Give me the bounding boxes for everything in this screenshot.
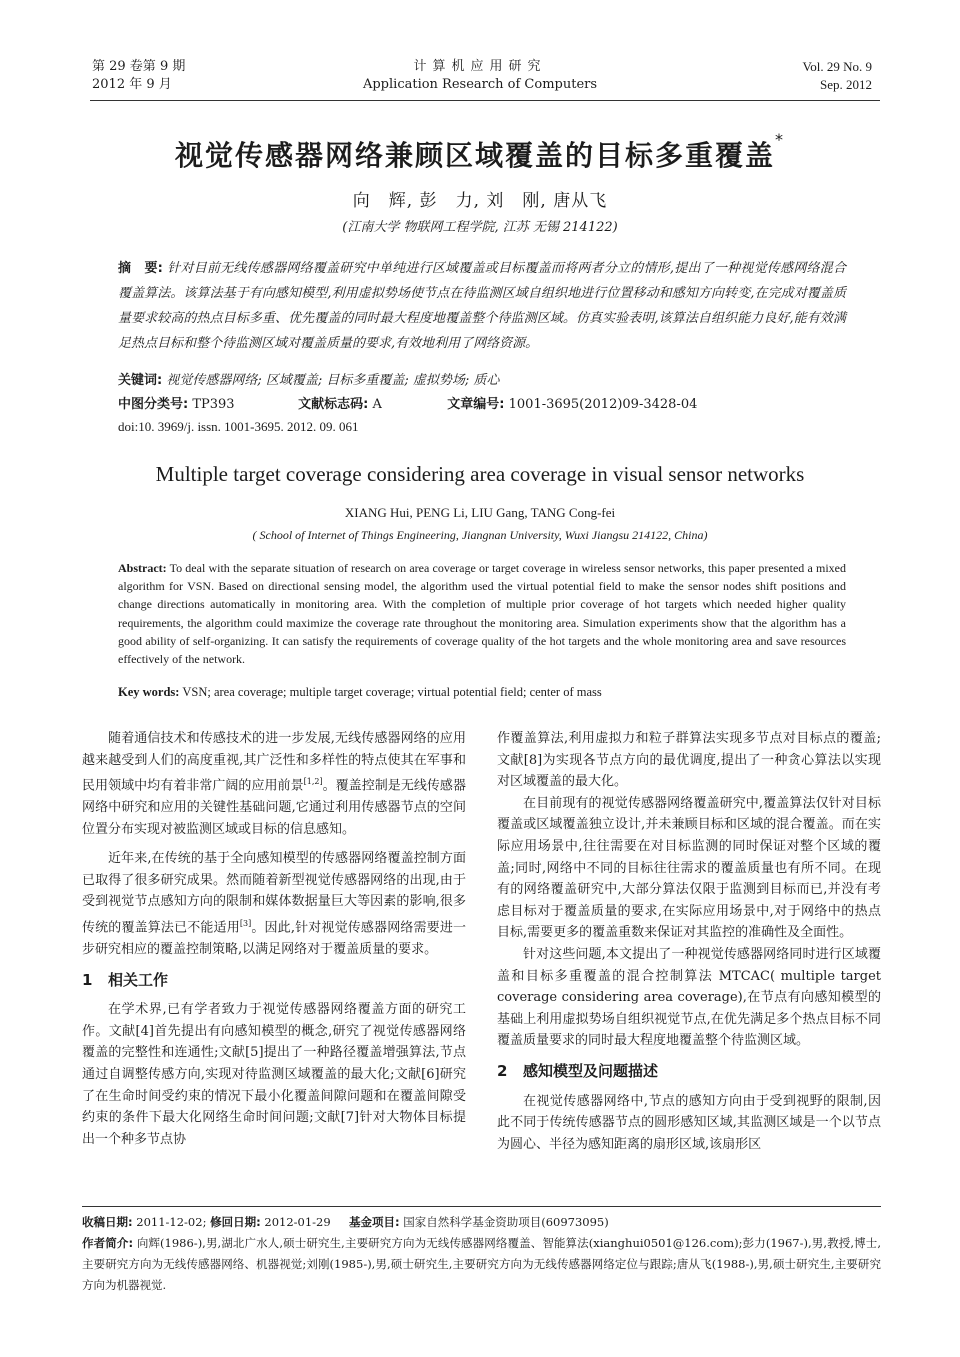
affiliation: (江南大学 物联网工程学院, 江苏 无锡 214122) bbox=[342, 220, 618, 235]
clc-number bbox=[118, 394, 294, 416]
paragraph-text: 。因此,针对视觉传感器网络需要进一步研究相应的覆盖控制策略,以满足网络对于覆盖质量的要求。 bbox=[82, 920, 466, 957]
keywords-cn bbox=[118, 370, 846, 392]
keywords-en-text: VSN; area coverage; multiple target coverage; virtual potential field; center of mass bbox=[182, 685, 602, 699]
paragraph-text: 随着通信技术和传感技术的进一步发展,无线传感器网络的应用越来越受到人们的高度重视,其广泛性和多样性的特点使其在军事和民用领域中均有着非常广阔的应用前景 bbox=[82, 731, 466, 794]
section-title: 相关工作 bbox=[108, 970, 169, 989]
paper-title bbox=[60, 130, 900, 174]
footnote-dates: 收稿日期: 2011-12-02; 修回日期: 2012-01-29 基金项目: 国家自然科学基金资助项目(60973095) bbox=[82, 1215, 609, 1229]
title-footnote-mark: * bbox=[775, 130, 785, 149]
body-paragraph: 在视觉传感器网络中,节点的感知方向由于受到视野的限制,因此不同于传统传感器节点的圆形感知区域,其监测区域是一个以节点为圆心、半径为感知距离的扇形区域,该扇形区 bbox=[497, 1093, 881, 1152]
paper-title-text: 视觉传感器网络兼顾区域覆盖的目标多重覆盖 bbox=[174, 139, 775, 172]
body-paragraph: 作覆盖算法,利用虚拟力和粒子群算法实现多节点对目标点的覆盖;文献[8]为实现各节点方向的最优调度,提出了一种贪心算法以实现对区域覆盖的最大化。 bbox=[497, 731, 881, 790]
section-number: 1 bbox=[82, 970, 93, 989]
abstract-cn-label: 摘 要: bbox=[118, 261, 163, 276]
affiliation-en: ( School of Internet of Things Engineering, Jiangnan University, Wuxi Jiangsu 214122, China) bbox=[252, 528, 708, 542]
author-bio-text: 向辉(1986-),男,湖北广水人,硕士研究生,主要研究方向为无线传感器网络覆盖、智能算法(xianghui0501@126.com);彭力(1967-),男,教授,博士,主要研究方向为无线传感器网络、机器视觉;刘刚(1985-),男,硕士研究生,主要研究方向为无线传感器网络定位与跟踪;唐从飞(1988-),男,硕士研究生,主要研究方向为机器视觉. bbox=[82, 1236, 882, 1292]
abstract-en bbox=[118, 559, 846, 668]
paper-title-en: Multiple target coverage considering area coverage in visual sensor networks bbox=[155, 462, 805, 486]
header-divider bbox=[90, 100, 880, 101]
author-bio bbox=[82, 1233, 881, 1296]
paragraph-text: 。覆盖控制是无线传感器网络中研究和应用的关键性基础问题,它通过利用传感器节点的空间位置分布实现对被监测区域或目标的信息感知。 bbox=[82, 778, 466, 837]
document-code-value: A bbox=[372, 397, 382, 412]
volume-issue-en: Vol. 29 No. 9 bbox=[802, 59, 872, 74]
abstract-cn-text: 针对目前无线传感器网络覆盖研究中单纯进行区域覆盖或目标覆盖而将两者分立的情形,提出了一种视觉传感网络混合覆盖算法。该算法基于有向感知模型,利用虚拟势场使节点在待监测区域自组织地进行位置移动和感知方向转变,在完成对覆盖质量要求较高的热点目标多重、优先覆盖的同时最大程度地覆盖整个待监测区域。仿真实验表明,该算法自组织能力良好,能有效满足热点目标和整个待监测区域对覆盖质量的要求,有效地利用了网络资源。 bbox=[118, 261, 847, 351]
paragraph-text: 近年来,在传统的基于全向感知模型的传感器网络覆盖控制方面已取得了很多研究成果。然而随着新型视觉传感器网络的出现,由于受到视觉节点感知方向的限制和媒体数据量巨大等因素的影响,很多传统的覆盖算法已不能适用 bbox=[82, 851, 466, 936]
document-code bbox=[298, 394, 443, 416]
keywords-en bbox=[118, 685, 846, 700]
journal-name bbox=[330, 58, 630, 94]
article-number-value: 1001-3695(2012)09-3428-04 bbox=[508, 397, 698, 412]
fund-label: 基金项目: bbox=[348, 1215, 400, 1229]
body-paragraph: 在学术界,已有学者致力于视觉传感器网络覆盖方面的研究工作。文献[4]首先提出有向感知模型的概念,研究了视觉传感器网络覆盖的完整性和连通性;文献[5]提出了一种路径覆盖增强算法,节点通过自调整传感方向,实现对待监测区域覆盖的最大化;文献[6]研究了在生命时间受约束的情况下最小化覆盖间隙问题和在覆盖间隙受约束的条件下最大化网络生命时间问题;文献[7]针对大物体目标提出一个种多节点协 bbox=[82, 1002, 466, 1147]
volume-issue-cn: 第 29 卷第 9 期 bbox=[92, 59, 186, 74]
abstract-en-text: To deal with the separate situation of research on area coverage or target coverage in wireless sensor networks, this paper presented a mixed algorithm for VSN. Based on directional sensing model, the algorithm used the virtual potential field to make the sensor nodes shift positions and change directions automatically in monitoring area. With the completion of multiple prior coverage of hot targets which needed higher quality requirements, the algorithm could maximize the coverage rate throughout the monitoring area. Simulation experiments show that the algorithm has a good ability of self-organizing. It can satisfy the requirements of coverage quality of the hot targets and the whole monitoring area and save resources effectively of the network. bbox=[118, 561, 846, 667]
date-cn: 2012 年 9 月 bbox=[92, 77, 172, 92]
document-code-label: 文献标志码: bbox=[298, 397, 369, 412]
revised-label: 修回日期: bbox=[210, 1215, 261, 1229]
body-paragraph bbox=[82, 728, 466, 840]
body-paragraph bbox=[82, 848, 466, 960]
body-column-right bbox=[497, 728, 881, 1155]
body-column-left bbox=[82, 728, 466, 1150]
abstract-en-label: Abstract: bbox=[118, 561, 167, 575]
author-list: 向 辉, 彭 力, 刘 刚, 唐从飞 bbox=[352, 191, 608, 211]
doi: doi:10. 3969/j. issn. 1001-3695. 2012. 09. 061 bbox=[118, 419, 359, 434]
journal-name-en: Application Research of Computers bbox=[362, 77, 598, 92]
citation-ref: [1,2] bbox=[303, 777, 323, 787]
keywords-cn-text: 视觉传感器网络; 区域覆盖; 目标多重覆盖; 虚拟势场; 质心 bbox=[166, 373, 500, 388]
fund-value: 国家自然科学基金资助项目(60973095) bbox=[403, 1215, 609, 1229]
footnote bbox=[82, 1212, 881, 1296]
date-en: Sep. 2012 bbox=[820, 77, 872, 92]
clc-label: 中图分类号: bbox=[118, 397, 189, 412]
received-value: 2011-12-02 bbox=[136, 1215, 203, 1229]
body-paragraph: 针对这些问题,本文提出了一种视觉传感器网络同时进行区域覆盖和目标多重覆盖的混合控制算法 MTCAC( multiple target coverage considering area coverage),在节点有向感知模型的基础上利用虚拟势场自组织视觉节点,在优先满足多个热点目标不同覆盖质量要求的同时最大程度地覆盖整个待监测区域。 bbox=[497, 946, 881, 1049]
body-paragraph: 在目前现有的视觉传感器网络覆盖研究中,覆盖算法仅针对目标覆盖或区域覆盖独立设计,并未兼顾目标和区域的混合覆盖。而在实际应用场景中,往往需要在对目标监测的同时保证对整个区域的覆盖;同时,网络中不同的目标往往需求的覆盖质量也有所不同。在现有的网络覆盖研究中,大部分算法仅限于监测到目标而已,并没有考虑目标对于覆盖质量的要求,在实际应用场景中,对于网络中的热点目标,需要更多的覆盖重数来保证对其监控的准确性及全面性。 bbox=[497, 795, 881, 941]
keywords-en-label: Key words: bbox=[118, 685, 180, 699]
clc-value: TP393 bbox=[192, 397, 235, 412]
journal-issue-cn bbox=[92, 58, 185, 94]
section-heading-2 bbox=[497, 1061, 881, 1083]
keywords-cn-label: 关键词: bbox=[118, 373, 163, 388]
article-number-label: 文章编号: bbox=[447, 397, 505, 412]
section-number: 2 bbox=[497, 1061, 508, 1080]
classification-row bbox=[118, 394, 846, 416]
author-bio-label: 作者简介: bbox=[82, 1236, 134, 1250]
article-number bbox=[447, 394, 697, 416]
journal-issue-en bbox=[803, 58, 872, 94]
author-list-en: XIANG Hui, PENG Li, LIU Gang, TANG Cong-fei bbox=[344, 505, 616, 520]
journal-name-cn: 计算机应用研究 bbox=[413, 59, 547, 74]
revised-value: 2012-01-29 bbox=[264, 1215, 331, 1229]
footnote-divider bbox=[82, 1206, 881, 1207]
abstract-cn bbox=[118, 256, 846, 356]
citation-ref: [3] bbox=[239, 919, 252, 929]
section-heading-1 bbox=[82, 970, 466, 992]
received-label: 收稿日期: bbox=[82, 1215, 133, 1229]
section-title: 感知模型及问题描述 bbox=[523, 1061, 659, 1080]
